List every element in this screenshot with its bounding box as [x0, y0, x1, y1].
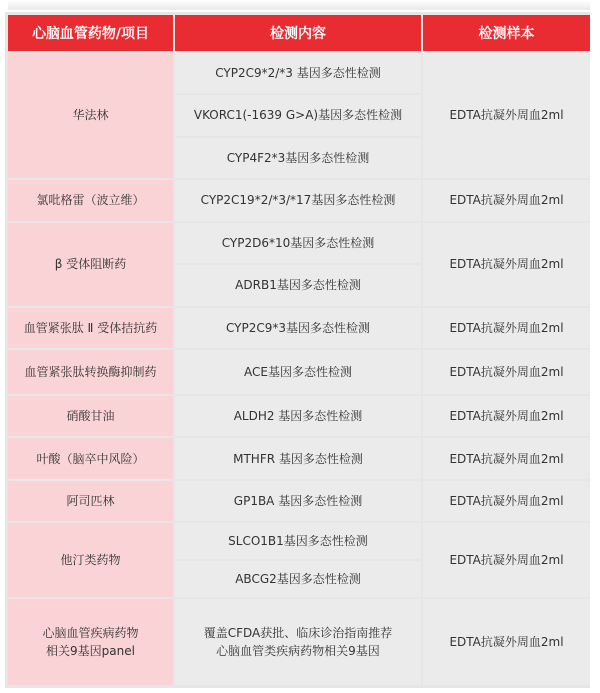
table-row: [8, 223, 590, 263]
drug-cell: 氯吡格雷（波立维）: [8, 180, 173, 221]
sample-cell: EDTA抗凝外周血2ml: [423, 599, 590, 685]
drug-cell: 华法林: [8, 53, 173, 178]
test-cell: SLCO1B1基因多态性检测: [175, 523, 421, 559]
table-row: [8, 599, 590, 685]
drug-cell: 他汀类药物: [8, 523, 173, 597]
drug-cell: 叶酸（脑卒中风险）: [8, 438, 173, 478]
drug-cell: 血管紧张肽 Ⅱ 受体拮抗药: [8, 308, 173, 348]
table-row: [8, 523, 590, 559]
test-cell: CYP2C9*2/*3 基因多态性检测: [175, 53, 421, 93]
sample-cell: EDTA抗凝外周血2ml: [423, 53, 590, 178]
header-content: 检测内容: [175, 15, 421, 51]
header-drug: 心脑血管药物/项目: [8, 15, 173, 51]
sample-cell: EDTA抗凝外周血2ml: [423, 350, 590, 394]
sample-cell: EDTA抗凝外周血2ml: [423, 523, 590, 597]
table-row: [8, 308, 590, 348]
test-cell: ABCG2基因多态性检测: [175, 561, 421, 597]
test-cell: [175, 599, 421, 685]
test-cell: CYP2C19*2/*3/*17基因多态性检测: [175, 180, 421, 221]
top-edge: [8, 0, 590, 10]
test-cell: CYP4F2*3基因多态性检测: [175, 138, 421, 178]
drug-cell: β 受体阻断药: [8, 223, 173, 306]
sample-cell: EDTA抗凝外周血2ml: [423, 223, 590, 306]
sample-cell: EDTA抗凝外周血2ml: [423, 396, 590, 436]
test-cell: MTHFR 基因多态性检测: [175, 438, 421, 478]
test-cell: ACE基因多态性检测: [175, 350, 421, 394]
sample-cell: EDTA抗凝外周血2ml: [423, 438, 590, 478]
header-row: [8, 15, 590, 51]
drug-cell: 血管紧张肽转换酶抑制药: [8, 350, 173, 394]
sample-cell: EDTA抗凝外周血2ml: [423, 308, 590, 348]
drug-cell: [8, 599, 173, 685]
header-sample: 检测样本: [423, 15, 590, 51]
test-cell: CYP2C9*3基因多态性检测: [175, 308, 421, 348]
table-row: [8, 180, 590, 221]
sample-cell: EDTA抗凝外周血2ml: [423, 180, 590, 221]
sample-cell: EDTA抗凝外周血2ml: [423, 481, 590, 521]
test-line: 心脑血管类疾病药物相关9基因: [216, 644, 380, 659]
drug-cell: 阿司匹林: [8, 481, 173, 521]
table-row: [8, 481, 590, 521]
drug-cell: 硝酸甘油: [8, 396, 173, 436]
drug-line: 心脑血管疾病药物: [42, 626, 139, 641]
test-cell: GP1BA 基因多态性检测: [175, 481, 421, 521]
table-row: [8, 350, 590, 394]
test-cell: VKORC1(-1639 G>A)基因多态性检测: [175, 95, 421, 135]
test-cell: ALDH2 基因多态性检测: [175, 396, 421, 436]
test-cell: CYP2D6*10基因多态性检测: [175, 223, 421, 263]
table-row: [8, 53, 590, 93]
drug-line: 相关9基因panel: [46, 644, 135, 659]
table-row: [8, 438, 590, 478]
test-line: 覆盖CFDA获批、临床诊治指南推荐: [203, 626, 393, 641]
test-cell: ADRB1基因多态性检测: [175, 265, 421, 305]
table-row: [8, 396, 590, 436]
drug-test-table: [6, 13, 592, 687]
